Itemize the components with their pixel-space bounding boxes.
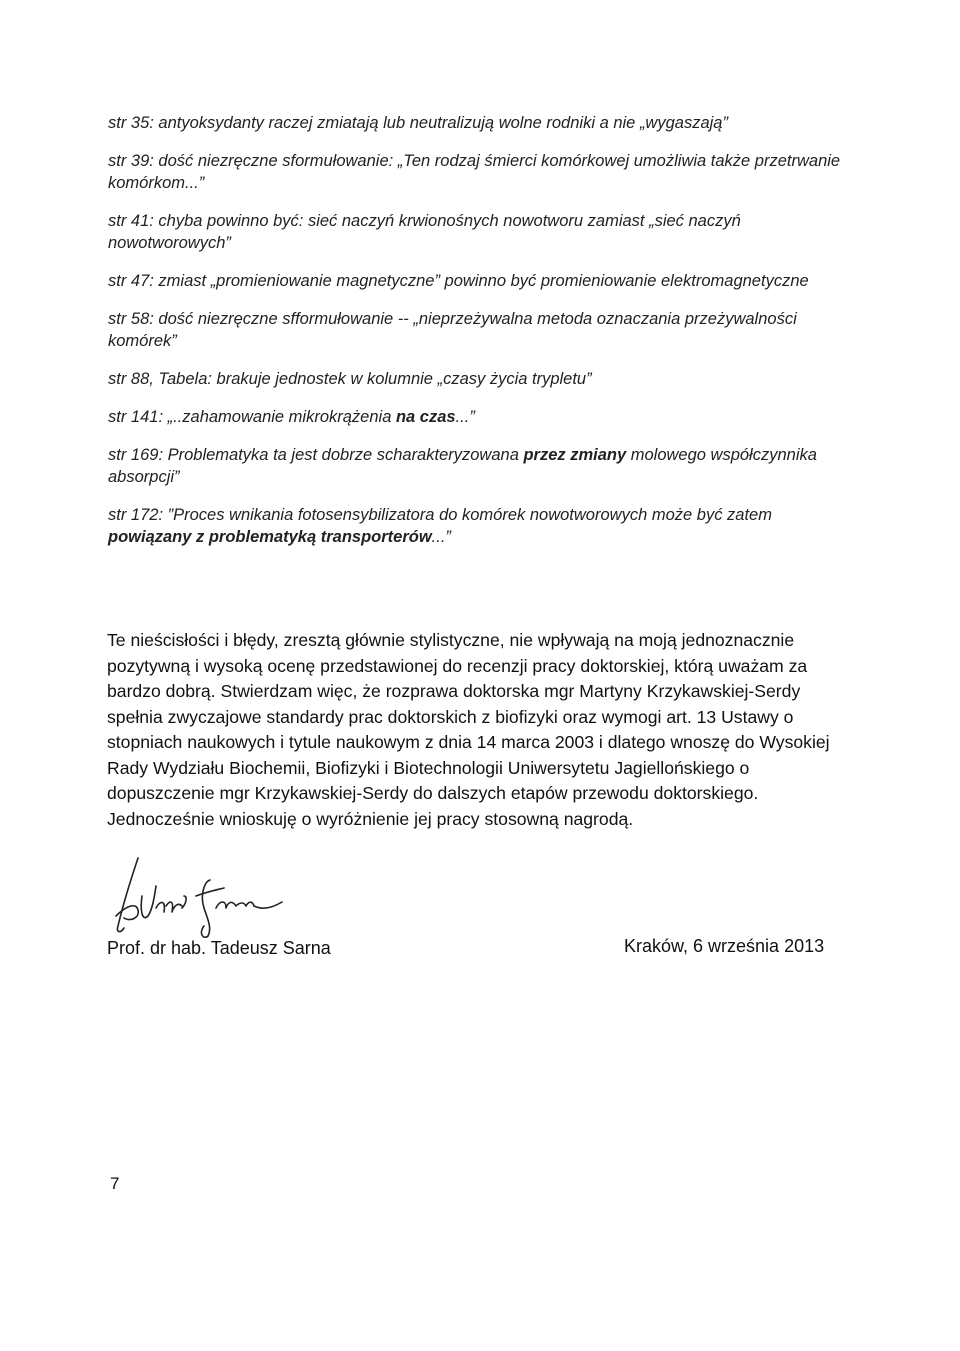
handwritten-signature-icon <box>112 856 292 938</box>
note-str-88: str 88, Tabela: brakuje jednostek w kolumnie „czasy życia trypletu” <box>108 370 592 388</box>
note-str-141: str 141: „..zahamowanie mikrokrążenia na czas...” <box>108 408 475 426</box>
note-str-169: str 169: Problematyka ta jest dobrze scharakteryzowana przez zmiany molowego współczynnika absorpcji” <box>108 446 817 486</box>
note-str-35: str 35: antyoksydanty raczej zmiatają lub neutralizują wolne rodniki a nie „wygaszają” <box>108 114 728 132</box>
note-str-47: str 47: zmiast „promieniowanie magnetyczne” powinno być promieniowanie elektromagnetyczne <box>108 272 809 290</box>
conclusion-paragraph <box>107 628 852 832</box>
conclusion-text: Te nieścisłości i błędy, zresztą głównie stylistyczne, nie wpływają na moją jednoznacznie pozytywną i wysoką ocenę przedstawionej do recenzji pracy doktorskiej, którą uważam za bardzo dobrą. Stwierdzam więc, że rozprawa doktorska mgr Martyny Krzykawskiej-Serdy spełnia zwyczajowe standardy prac doktorskich z biofizyki oraz wymogi art. 13 Ustawy o stopniach naukowych i tytule naukowym z dnia 14 marca 2003 i dlatego wnoszę do Wysokiej Rady Wydziału Biochemii, Biofizyki i Biotechnologii Uniwersytetu Jagiellońskiego o dopuszczenie mgr Krzykawskiej-Serdy do dalszych etapów przewodu doktorskiego. Jednocześnie wnioskuję o wyróżnienie jej pracy stosowną nagrodą. <box>107 630 830 829</box>
review-notes-list <box>108 112 848 564</box>
note-str-39: str 39: dość niezręczne sformułowanie: „Ten rodzaj śmierci komórkowej umożliwia także przetrwanie komórkom...” <box>108 152 841 192</box>
note-str-58: str 58: dość niezręczne sfformułowanie -- „nieprzeżywalna metoda oznaczania przeżywalności komórek” <box>108 310 797 350</box>
note-str-172: str 172: ”Proces wnikania fotosensybilizatora do komórek nowotworowych może być zatem powiązany z problematyką transporterów...” <box>108 506 772 546</box>
note-str-41: str 41: chyba powinno być: sieć naczyń krwionośnych nowotworu zamiast „sieć naczyń nowotworowych” <box>108 212 741 252</box>
page-number: 7 <box>110 1174 120 1193</box>
place-and-date: Kraków, 6 września 2013 <box>624 936 825 956</box>
author-signature-name: Prof. dr hab. Tadeusz Sarna <box>107 938 331 958</box>
